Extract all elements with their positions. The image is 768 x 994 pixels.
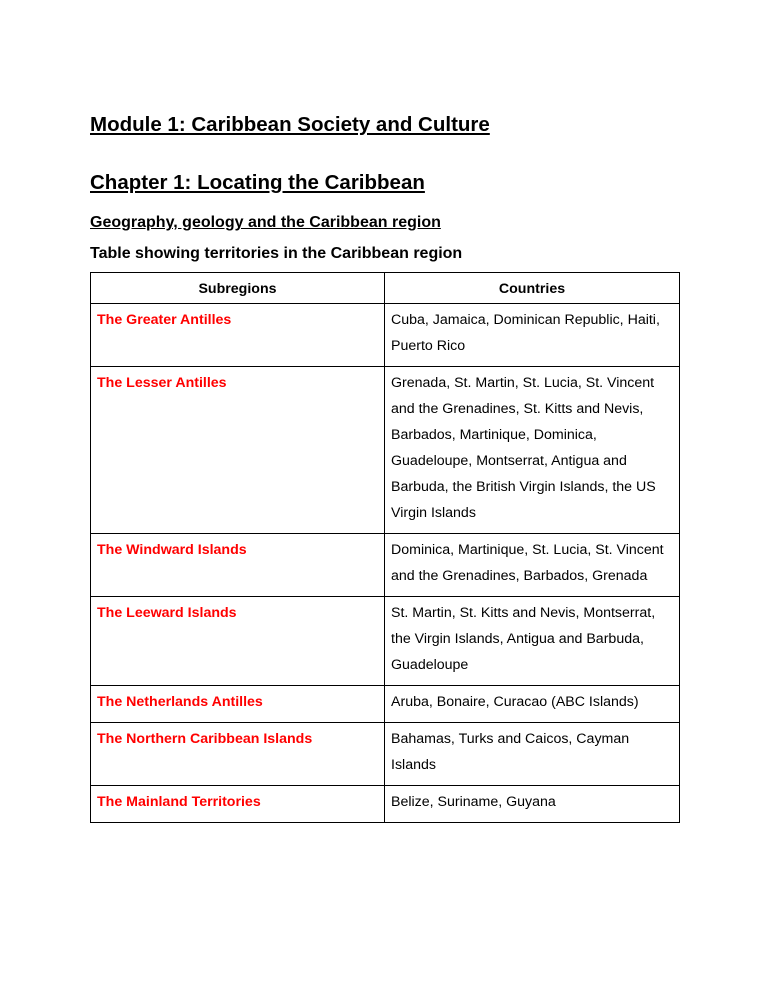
section-heading: Geography, geology and the Caribbean region bbox=[90, 214, 441, 231]
subregion-cell: The Mainland Territories bbox=[91, 786, 385, 823]
subregion-cell: The Greater Antilles bbox=[91, 304, 385, 367]
subregion-cell: The Netherlands Antilles bbox=[91, 686, 385, 723]
table-caption: Table showing territories in the Caribbean region bbox=[90, 245, 463, 262]
table-row bbox=[91, 534, 680, 597]
module-heading: Module 1: Caribbean Society and Culture bbox=[90, 113, 490, 136]
table-row bbox=[91, 367, 680, 534]
subregion-cell: The Northern Caribbean Islands bbox=[91, 723, 385, 786]
countries-cell: Cuba, Jamaica, Dominican Republic, Haiti, Puerto Rico bbox=[385, 304, 680, 367]
territories-table bbox=[90, 272, 680, 823]
subregion-cell: The Lesser Antilles bbox=[91, 367, 385, 534]
chapter-heading: Chapter 1: Locating the Caribbean bbox=[90, 171, 425, 194]
countries-cell: Belize, Suriname, Guyana bbox=[385, 786, 680, 823]
countries-cell: Bahamas, Turks and Caicos, Cayman Islands bbox=[385, 723, 680, 786]
subregion-cell: The Leeward Islands bbox=[91, 597, 385, 686]
subregion-cell: The Windward Islands bbox=[91, 534, 385, 597]
countries-cell: Grenada, St. Martin, St. Lucia, St. Vincent and the Grenadines, St. Kitts and Nevis, Barbados, Martinique, Dominica, Guadeloupe, Montserrat, Antigua and Barbuda, the British Virgin Islands, the US Virgin Islands bbox=[385, 367, 680, 534]
header-subregions: Subregions bbox=[91, 273, 385, 304]
table-row bbox=[91, 723, 680, 786]
countries-cell: St. Martin, St. Kitts and Nevis, Montserrat, the Virgin Islands, Antigua and Barbuda, Guadeloupe bbox=[385, 597, 680, 686]
table-row bbox=[91, 304, 680, 367]
countries-cell: Aruba, Bonaire, Curacao (ABC Islands) bbox=[385, 686, 680, 723]
table-row bbox=[91, 686, 680, 723]
countries-cell: Dominica, Martinique, St. Lucia, St. Vincent and the Grenadines, Barbados, Grenada bbox=[385, 534, 680, 597]
table-row bbox=[91, 786, 680, 823]
table-row bbox=[91, 597, 680, 686]
table-header-row bbox=[91, 273, 680, 304]
header-countries: Countries bbox=[385, 273, 680, 304]
